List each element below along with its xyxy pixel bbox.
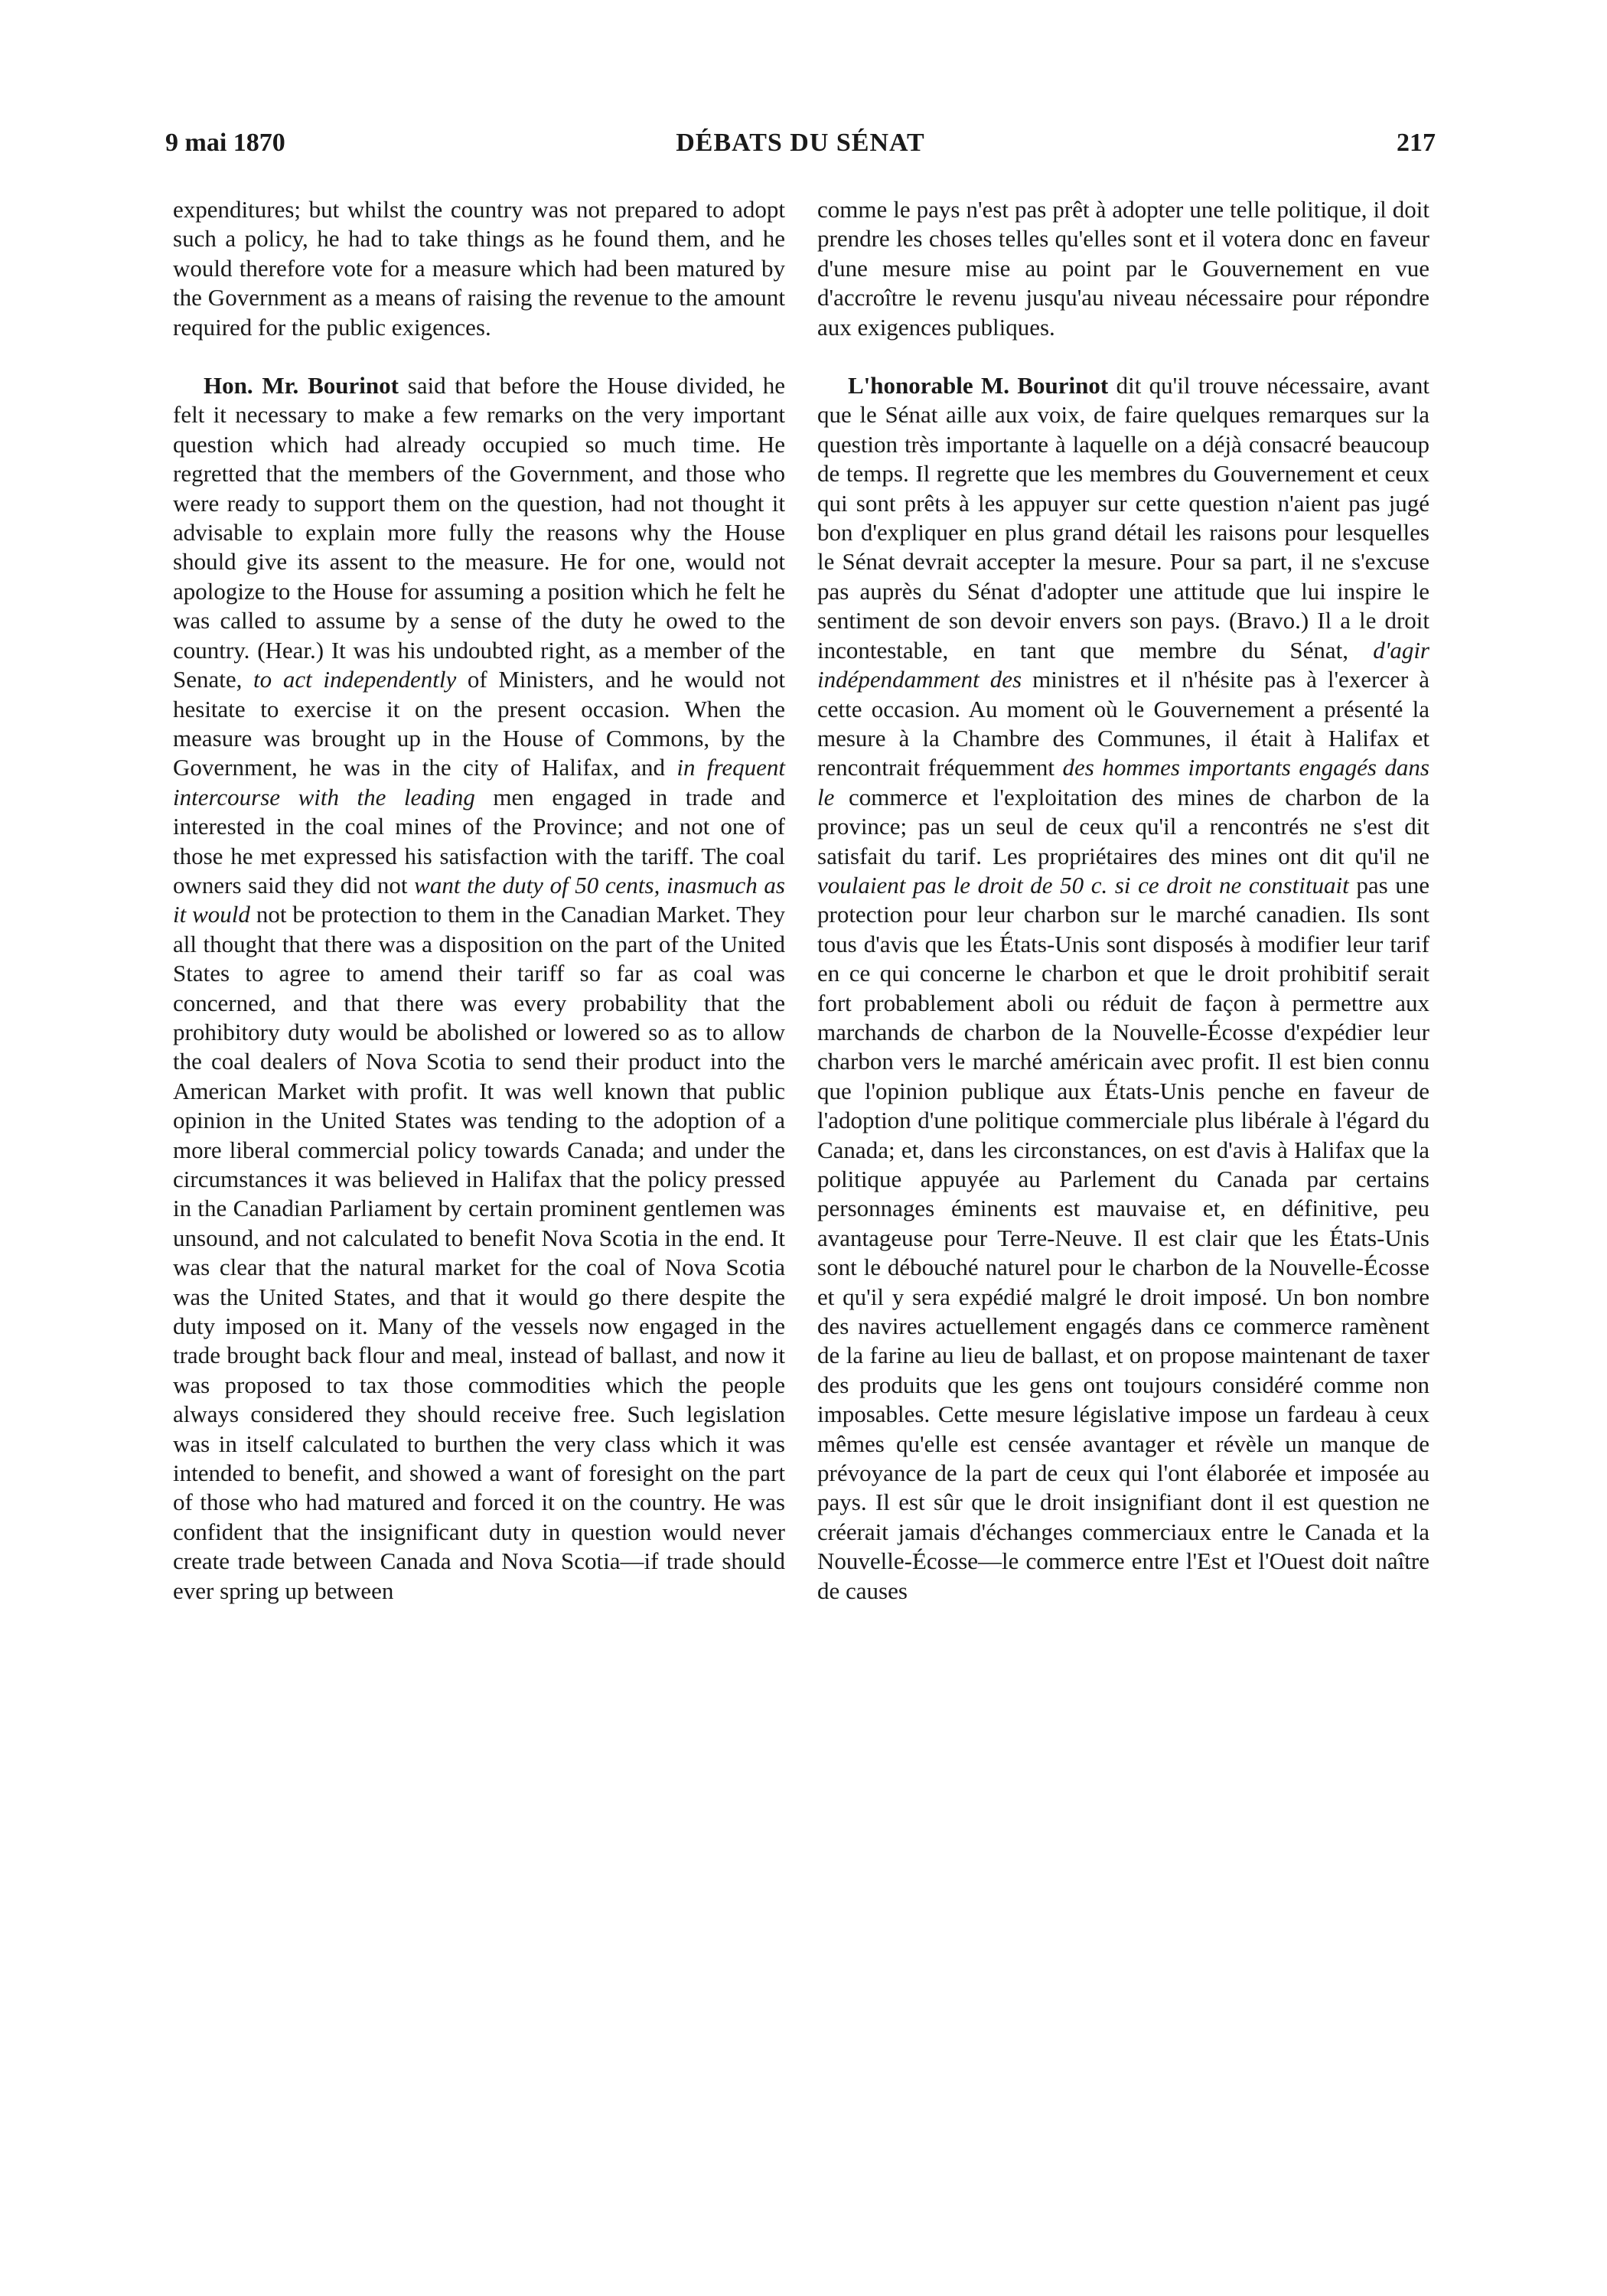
text-run: said that before the House divided, he felt it necessary to make a few remarks on the very important question which had already occupied so much time. He regretted that the members of the Government, and those who were ready to support them on the question, had not thought it advisable to explain more fully the reasons why the House should give its assent to the measure. He for one, would not apologize to the House for assuming a position which he felt he was called to assume by a sense of the duty he owed to the country. (Hear.) It was his undoubted right, as a member of the Senate, bbox=[173, 372, 785, 693]
speaker-name: L'honorable M. Bourinot bbox=[848, 372, 1109, 400]
page-header bbox=[165, 129, 1436, 167]
french-paragraph-1: comme le pays n'est pas prêt à adopter une telle politique, il doit prendre les choses telles qu'elles sont et il votera donc en faveur d'une mesure mise au point par le Gouvernement en vue d'accroître le revenu jusqu'au niveau nécessaire pour répondre aux exigences publiques. bbox=[817, 196, 1429, 341]
english-column bbox=[173, 195, 785, 1606]
italic-run: want the duty of 50 cents, inasmuch as it would bbox=[173, 871, 785, 928]
english-paragraph-1: expenditures; but whilst the country was not prepared to adopt such a policy, he had to take things as he found them, and he would therefore vote for a measure which had been matured by the Government as a means of raising the revenue to the amount required for the public exigences. bbox=[173, 196, 785, 341]
french-column bbox=[817, 195, 1429, 1606]
text-run: not be protection to them in the Canadian Market. They all thought that there was a disposition on the part of the United States to agree to amend their tariff so far as coal was concerned, and that there was every probability that the prohibitory duty would be abolished or lowered so as to allow the coal dealers of Nova Scotia to send their product into the American Market with profit. It was well known that public opinion in the United States was tending to the adoption of a more liberal commercial policy towards Canada; and under the circumstances it was believed in Halifax that the policy pressed in the Canadian Parliament by certain prominent gentlemen was unsound, and not calculated to benefit Nova Scotia in the end. It was clear that the natural market for the coal of Nova Scotia was the United States, and that it would go there despite the duty imposed on it. Many of the vessels now engaged in the trade brought back flour and meal, instead of ballast, and now it was proposed to tax those commodities which the people always considered they should receive free. Such legislation was in itself calculated to burthen the very class which it was intended to benefit, and showed a want of foresight on the part of those who had matured and forced it on the country. He was confident that the insignificant duty in question would never create trade between Canada and Nova Scotia—if trade should ever spring up between bbox=[173, 901, 786, 1604]
text-run: ministres et il n'hésite pas à l'exercer à cette occasion. Au moment où le Gouvernement a présenté la mesure à la Chambre des Communes, il était à Halifax et rencontrait fréquemment bbox=[817, 666, 1429, 781]
italic-run: in frequent intercourse with the leading bbox=[173, 754, 785, 810]
header-date: 9 mai 1870 bbox=[165, 129, 285, 157]
text-run: commerce et l'exploitation des mines de charbon de la province; pas un seul de ceux qu'il a rencontrés ne s'est dit satisfait du tarif. Les propriétaires des mines ont dit qu'il ne bbox=[817, 783, 1429, 869]
italic-run: to act independently bbox=[253, 666, 457, 693]
italic-run: d'agir indépendamment des bbox=[817, 636, 1429, 693]
speaker-name: Hon. Mr. Bourinot bbox=[204, 372, 399, 400]
text-run: pas une protection pour leur charbon sur le marché canadien. Ils sont tous d'avis que les États-Unis sont disposés à modifier leur tarif en ce qui concerne le charbon et que le droit prohibitif serait fort probablement aboli ou réduit de façon à permettre aux marchands de charbon de la Nouvelle-Écosse d'expédier leur charbon vers le marché américain avec profit. Il est bien connu que l'opinion publique aux États-Unis penche en faveur de l'adoption d'une politique commerciale plus libérale à l'égard du Canada; et, dans les circonstances, on est d'avis à Halifax que la politique appuyée au Parlement du Canada par certains personnages éminents est mauvaise et, en définitive, peu avantageuse pour Terre-Neuve. Il est clair que les États-Unis sont le débouché naturel pour le charbon de la Nouvelle-Écosse et qu'il y sera expédié malgré le droit imposé. Un bon nombre des navires actuellement engagés dans ce commerce ramènent de la farine au lieu de ballast, et on propose maintenant de taxer des produits que les gens ont toujours considéré comme non imposables. Cette mesure législative impose un fardeau à ceux mêmes qu'elle est censée avantager et révèle un manque de prévoyance de la part de ceux qui l'ont élaborée et imposée au pays. Il est sûr que le droit insignifiant dont il est question ne créerait jamais d'échanges commerciaux entre le Canada et la Nouvelle-Écosse—le commerce entre l'Est et l'Ouest doit naître de causes bbox=[817, 871, 1429, 1604]
text-run: men engaged in trade and interested in the coal mines of the Province; and not one of those he met expressed his satisfaction with the tariff. The coal owners said they did not bbox=[173, 783, 785, 899]
french-paragraph-2 bbox=[817, 371, 1429, 1606]
page-number: 217 bbox=[1397, 129, 1436, 157]
italic-run: des hommes importants engagés dans le bbox=[817, 754, 1429, 810]
text-run: dit qu'il trouve nécessaire, avant que le Sénat aille aux voix, de faire quelques remarques sur la question très importante à laquelle on a déjà consacré beaucoup de temps. Il regrette que les membres du Gouvernement et ceux qui sont prêts à les appuyer sur cette question n'aient pas jugé bon d'expliquer en plus grand détail les raisons pour lesquelles le Sénat devrait accepter la mesure. Pour sa part, il ne s'excuse pas auprès du Sénat d'adopter une attitude que lui inspire le sentiment de son devoir envers son pays. (Bravo.) Il a le droit incontestable, en tant que membre du Sénat, bbox=[817, 372, 1429, 664]
italic-run: voulaient pas le droit de 50 c. si ce droit ne constituait bbox=[817, 871, 1349, 899]
text-run: of Ministers, and he would not hesitate to exercise it on the present occasion. When the measure was brought up in the House of Commons, by the Government, he was in the city of Halifax, and bbox=[173, 666, 785, 781]
header-title: DÉBATS DU SÉNAT bbox=[676, 129, 925, 157]
english-paragraph-2 bbox=[173, 371, 785, 1606]
